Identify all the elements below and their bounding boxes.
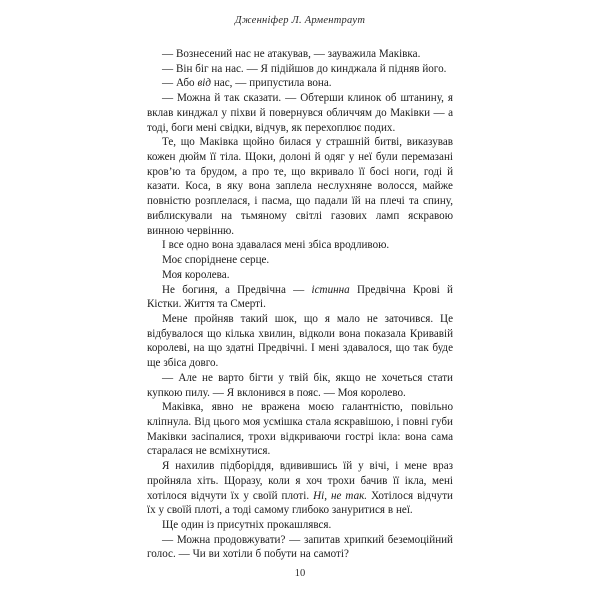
emphasis-run: від — [197, 77, 211, 90]
paragraph — [147, 518, 453, 533]
paragraph — [147, 459, 453, 518]
text-run: Мене пройняв такий шок, що я мало не заточився. Це відбувалося що кілька хвилин, відколи вона показала Кривавій королеві, на що здатні Предвічні. І мені здавалося, що так буде ще збіса довго. — [147, 312, 453, 370]
text-run: — Вознесений нас не атакував, — зауважила Маківка. — [162, 48, 421, 60]
page-number: 10 — [294, 568, 306, 579]
text-run: Моя королева. — [162, 268, 230, 281]
text-run: нас, — припустила вона. — [211, 77, 332, 90]
paragraph — [147, 91, 453, 135]
text-run: Ще один із присутніх прокашлявся. — [162, 519, 332, 531]
paragraph — [147, 238, 453, 253]
running-head: Дженніфер Л. Арментраут — [234, 15, 366, 26]
text-run: — Або — [162, 77, 198, 90]
paragraph — [147, 533, 453, 562]
paragraph — [147, 135, 453, 238]
paragraph — [147, 253, 453, 268]
text-run: Те, що Маківка щойно билася у страшній битві, виказував кожен дюйм її тіла. Щоки, долоні й одяг у неї були перемазані кров’ю та брудом, а про те, що вкривало її босі ноги, годі й казати. Коса, в яку вона заплела неслухняне волосся, майже повністю розплелася, і пасма, що падали їй на плечі та спину, виблискували на тьмяному світлі газових ламп яскравою винною червінню. — [147, 136, 453, 237]
paragraph — [147, 47, 453, 62]
text-run: — Можна продовжувати? — запитав хрипкий беземоційний голос. — Чи ви хотіли б побути на самоті? — [147, 533, 453, 561]
paragraph — [147, 62, 453, 77]
text-run: Не богиня, а Предвічна — — [162, 283, 312, 296]
text-run: І все одно вона здавалася мені збіса вродливою. — [162, 239, 390, 252]
paragraph — [147, 283, 453, 312]
text-run: Я нахилив підборіддя, вдивившись їй у вічі, і мене враз пройняла хіть. Щоразу, коли я хоч трохи бачив її ікла, мені хотілося відчути їх у своїй плоті. — [147, 460, 453, 502]
text-run: Моє споріднене серце. — [162, 254, 270, 267]
text-run: — Можна й так сказати. — Обтерши клинок об штанину, я вклав кинджал у піхви й повернувся обличчям до Маківки — а тоді, боги мені свідки, відчув, як перехоплює подих. — [147, 92, 453, 134]
text-run: — Але не варто бігти у твій бік, якщо не хочеться стати купкою пилу. — Я вклонився в пояс. — Моя королево. — [147, 371, 453, 399]
text-run: — Він біг на нас. — Я підійшов до кинджала й підняв його. — [162, 62, 447, 75]
paragraph — [147, 400, 453, 459]
text-run: Маківка, явно не вражена моєю галантністю, повільно кліпнула. Від цього моя усмішка стала яскравішою, і повні губи Маківки засіпалися, трохи відкриваючи гострі ікла: вона сама старалася не всміхнутися. — [147, 401, 453, 458]
paragraph — [147, 76, 453, 91]
emphasis-run: істинна — [311, 283, 350, 296]
paragraph — [147, 268, 453, 283]
text-run: Хотілося відчути їх у своїй плоті, а тоді самому глибоко зануритися в неї. — [147, 489, 453, 517]
emphasis-run: Ні, не так. — [313, 489, 368, 502]
paragraph — [147, 371, 453, 400]
paragraph — [147, 312, 453, 371]
text-run: Предвічна Крові й Кістки. Життя та Смерті. — [147, 283, 453, 311]
body-text-block — [147, 47, 453, 562]
